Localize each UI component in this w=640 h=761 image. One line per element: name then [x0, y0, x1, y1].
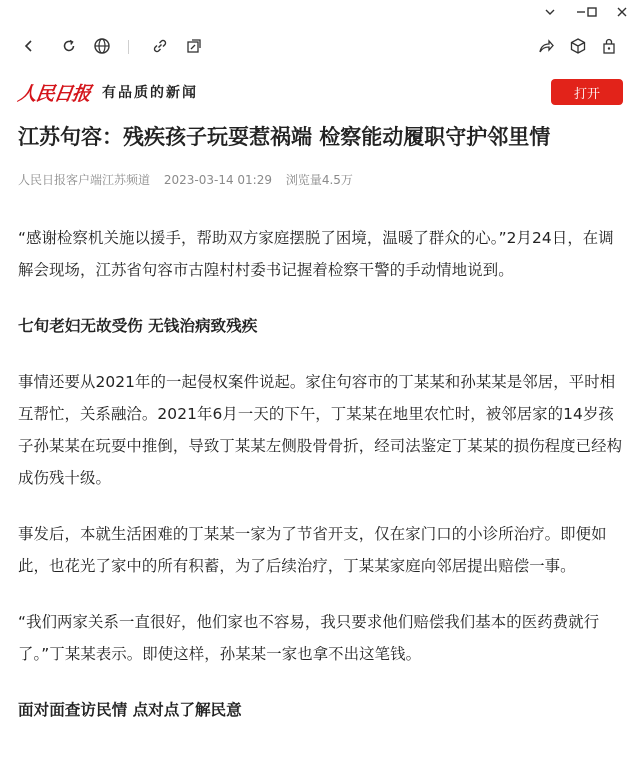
- article-subheading: 面对面查访民情 点对点了解民意: [18, 701, 242, 719]
- toolbar-divider: [128, 40, 129, 54]
- brand-slogan: 有品质的新闻: [102, 85, 199, 101]
- window-titlebar: [0, 0, 640, 24]
- article-subheading: 七旬老妇无故受伤 无钱治病致残疾: [18, 317, 258, 335]
- article-meta: [18, 171, 363, 188]
- close-icon[interactable]: [612, 2, 632, 22]
- article-body: [18, 222, 628, 750]
- globe-icon[interactable]: [90, 34, 114, 58]
- article-title: 江苏句容：残疾孩子玩耍惹祸端 检察能动履职守护邻里情: [18, 125, 551, 149]
- back-arrow-icon[interactable]: [17, 34, 41, 58]
- article-paragraph: 事情还要从2021年的一起侵权案件说起。家住句容市的丁某某和孙某某是邻居，平时相互帮忙，关系融洽。2021年6月一天的下午，丁某某在地里农忙时，被邻居家的14岁孩子孙某某在玩耍中推倒，导致丁某某左侧股骨骨折，经司法鉴定丁某某的损伤程度已经构成伤残十级。: [18, 373, 623, 487]
- browser-toolbar: [0, 24, 640, 68]
- open-app-button[interactable]: 打开: [551, 79, 623, 105]
- people-daily-logo[interactable]: 人民日报: [16, 82, 92, 105]
- article-source: 人民日报客户端江苏频道: [18, 173, 151, 187]
- article-date: 2023-03-14 01:29: [163, 173, 272, 187]
- article-paragraph: “感谢检察机关施以援手，帮助双方家庭摆脱了困境，温暖了群众的心。”2月24日，在调解会现场，江苏省句容市古隍村村委书记握着检察干警的手动情地说到。: [18, 229, 614, 279]
- link-icon[interactable]: [148, 34, 172, 58]
- brand-bar: [18, 80, 198, 104]
- article-paragraph: 事发后，本就生活困难的丁某某一家为了节省开支，仅在家门口的小诊所治疗。即便如此，也花光了家中的所有积蓄，为了后续治疗，丁某某家庭向邻居提出赔偿一事。: [18, 525, 607, 575]
- user-lock-icon[interactable]: [598, 34, 622, 58]
- cube-icon[interactable]: [566, 34, 590, 58]
- refresh-icon[interactable]: [57, 34, 81, 58]
- share-icon[interactable]: [534, 34, 558, 58]
- article-paragraph: “我们两家关系一直很好，他们家也不容易，我只要求他们赔偿我们基本的医药费就行了。”丁某某表示。即使这样，孙某某一家也拿不出这笔钱。: [18, 613, 600, 663]
- chevron-down-icon[interactable]: [540, 2, 560, 22]
- article-views: 浏览量4.5万: [285, 173, 353, 187]
- maximize-icon[interactable]: [582, 2, 602, 22]
- share-screen-icon[interactable]: [182, 34, 206, 58]
